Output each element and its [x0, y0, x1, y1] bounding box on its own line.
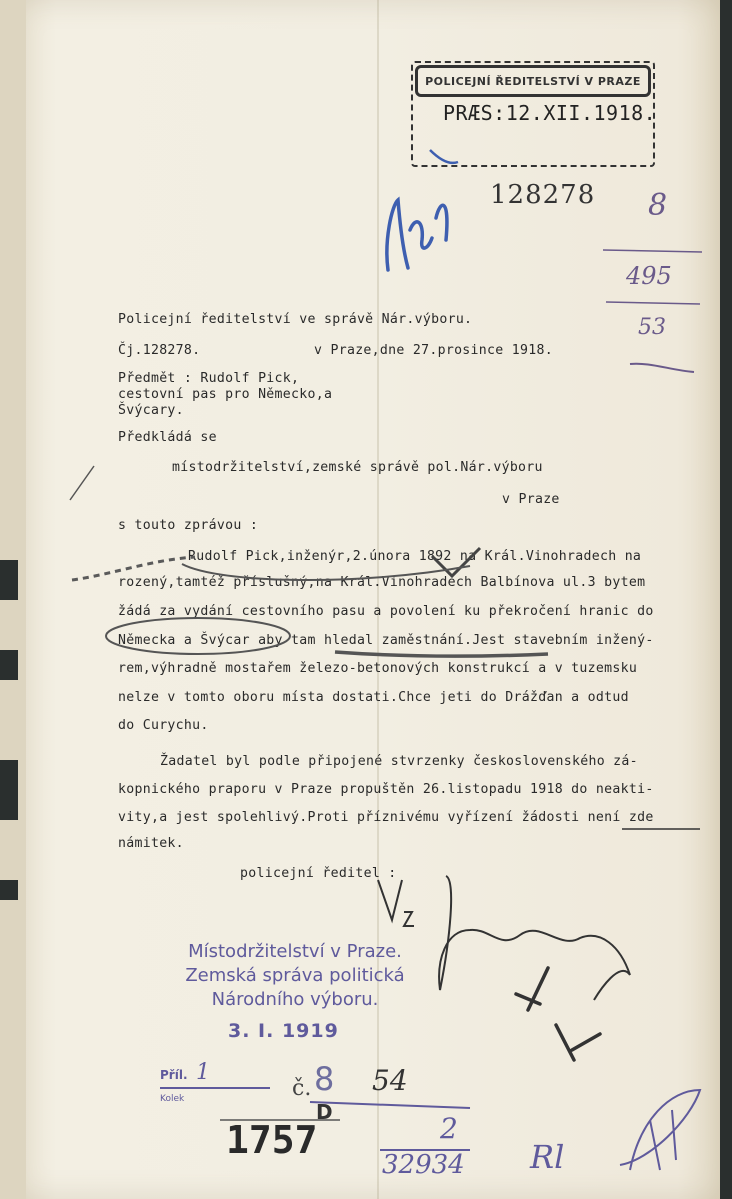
kolek-label: Kolek: [160, 1094, 185, 1104]
number-prefix: č.: [292, 1076, 312, 1101]
signature-scrawl: [439, 876, 630, 1000]
margin-rule: [603, 250, 702, 252]
body-line: žádá za vydání cestovního pasu a povolení ku překročení hranic do: [118, 604, 654, 619]
body-line: kopnického praporu v Praze propuštěn 26.listopadu 1918 do neakti-: [118, 782, 654, 797]
subject-line-2: cestovní pas pro Německo,a: [118, 387, 333, 402]
number-value: 8: [314, 1060, 335, 1098]
margin-rule: [606, 302, 700, 304]
attachments-count: 1: [196, 1060, 210, 1085]
signature-mark: [378, 880, 414, 926]
blue-scribble: [387, 200, 447, 270]
number-right: 54: [372, 1064, 408, 1097]
office-stamp-line: Národního výboru.: [211, 989, 379, 1010]
field-rule: [310, 1102, 470, 1108]
pencil-underline: [182, 564, 470, 580]
pencil-mark: [516, 968, 548, 1010]
margin-note-2: 495: [626, 262, 672, 290]
pencil-strike: [72, 557, 195, 580]
body-line: Německa a Švýcar aby tam hledal zaměstnání.Jest stavebním inžený-: [118, 633, 654, 648]
initials-scrawl: [620, 1090, 700, 1170]
blue-stroke: [430, 150, 458, 163]
place-date: v Praze,dne 27.prosince 1918.: [314, 343, 553, 358]
addressee: místodržitelství,zemské správě pol.Nár.výboru: [172, 460, 543, 475]
report-intro: s touto zprávou :: [118, 518, 259, 533]
number-suffix: D: [316, 1100, 333, 1124]
subject-line-1: Předmět : Rudolf Pick,: [118, 371, 300, 386]
body-line: námitek.: [118, 836, 184, 851]
margin-note-1: 8: [648, 188, 668, 223]
registry-number: 128278: [490, 180, 596, 210]
body-line: nelze v tomto oboru místa dostati.Chce jeti do Drážďan a odtud: [118, 690, 629, 705]
office-stamp-date: 3. I. 1919: [228, 1020, 339, 1042]
pencil-underline: [335, 652, 548, 656]
office-stamp-line: Místodržitelství v Praze.: [188, 941, 402, 962]
submitted-heading: Předkládá se: [118, 430, 217, 445]
pencil-ellipse: [106, 618, 290, 654]
body-line: vity,a jest spolehlivý.Proti příznivému vyřízení žádosti není zde: [118, 810, 654, 825]
signature-text: [380, 880, 385, 881]
office-stamp-line: Zemská správa politická: [185, 965, 405, 986]
reference-number: Čj.128278.: [118, 343, 201, 358]
stamp-office-name: POLICEJNÍ ŘEDITELSTVÍ V PRAZE: [415, 65, 651, 97]
header-line: Policejní ředitelství ve správě Nár.výboru.: [118, 312, 473, 327]
fraction-numerator: 2: [440, 1112, 458, 1145]
body-line: Rudolf Pick,inženýr,2.února 1892 na Král.Vinohradech na: [188, 549, 642, 564]
body-line: rem,výhradně mostařem železo-betonových konstrukcí a v tuzemsku: [118, 661, 638, 676]
body-line: rozený,tamtéž příslušný,na Král.Vinohradech Balbínova ul.3 bytem: [118, 575, 646, 590]
registry-big-number: 1757: [226, 1118, 318, 1162]
signature-label: policejní ředitel :: [240, 866, 397, 881]
stamp-date: PRÆS:12.XII.1918.: [443, 101, 657, 125]
margin-slash: [70, 466, 94, 500]
pencil-mark: [556, 1025, 600, 1060]
body-line: Žadatel byl podle připojené stvrzenky československého zá-: [160, 754, 638, 769]
subject-line-3: Švýcary.: [118, 403, 184, 418]
addressee-city: v Praze: [502, 492, 560, 507]
margin-arrow: [630, 364, 694, 372]
body-line: do Curychu.: [118, 718, 209, 733]
attachments-label: Příl.: [160, 1068, 188, 1082]
fraction-denominator: 32934: [382, 1150, 465, 1180]
margin-note-3: 53: [638, 315, 666, 340]
initials: Rl: [530, 1138, 565, 1176]
